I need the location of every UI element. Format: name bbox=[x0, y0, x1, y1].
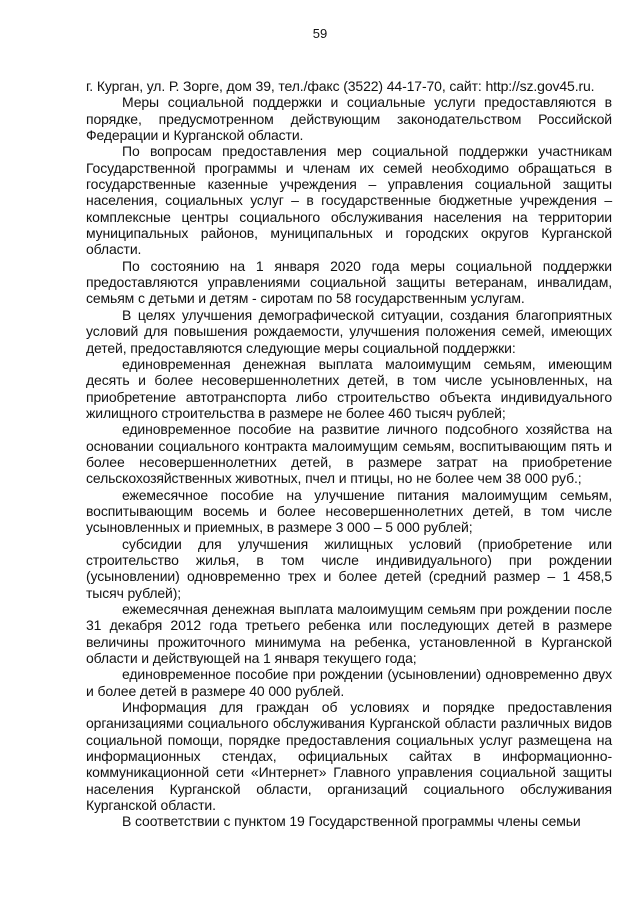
list-item-twins-allowance: единовременное пособие при рождении (усыновлении) одновременно двух и более детей в размере 40 000 рублей. bbox=[86, 666, 612, 699]
list-item-housing-subsidy: субсидии для улучшения жилищных условий (приобретение или строительство жилья, в том числе индивидуального) при рождении (усыновлении) одновременно трех и более детей (средний размер – 1 458,5 тысяч рублей); bbox=[86, 535, 612, 601]
list-item-nutrition-allowance: ежемесячное пособие на улучшение питания малоимущим семьям, воспитывающим восемь и более несовершеннолетних детей, в том числе усыновленных и приемных, в размере 3 000 – 5 000 рублей; bbox=[86, 486, 612, 536]
document-body bbox=[86, 78, 612, 830]
paragraph-services-count: По состоянию на 1 января 2020 года меры социальной поддержки предоставляются управлениями социальной защиты ветеранам, инвалидам, семьям с детьми и детям - сиротам по 58 государственным услугам. bbox=[86, 257, 612, 307]
paragraph-address: г. Курган, ул. Р. Зорге, дом 39, тел./факс (3522) 44-17-70, сайт: http://sz.gov45.ru. bbox=[86, 78, 595, 94]
list-item-third-child-payment: ежемесячная денежная выплата малоимущим семьям при рождении после 31 декабря 2012 года третьего ребенка или последующих детей в размере величины прожиточного минимума на ребенка, установленной в Курганской области и действующей на 1 января текущего года; bbox=[86, 601, 612, 667]
paragraph-information-sources: Информация для граждан об условиях и порядке предоставления организациями социального обслуживания Курганской области различных видов социальной помощи, порядке предоставления социальных услуг размещена на информационных стендах, официальных сайтах в информационно-коммуникационной сети «Интернет» Главного управления социальной защиты населения Курганской области, организаций социального обслуживания Курганской области. bbox=[86, 699, 612, 814]
list-item-farming-allowance: единовременное пособие на развитие личного подсобного хозяйства на основании социального контракта малоимущим семьям, воспитывающим пять и более несовершеннолетних детей, в размере затрат на приобретение сельскохозяйственных животных, пчел и птицы, но не более чем 38 000 руб.; bbox=[86, 421, 612, 487]
paragraph-where-to-apply: По вопросам предоставления мер социальной поддержки участникам Государственной программы и членам их семей необходимо обращаться в государственные казенные учреждения – управления социальной защиты населения, социальных услуг – в государственные бюджетные учреждения – комплексные центры социального обслуживания населения на территории муниципальных районов, муниципальных и городских округов Курганской области. bbox=[86, 143, 612, 258]
page-number: 59 bbox=[312, 26, 328, 41]
list-item-car-or-housing-payment: единовременная денежная выплата малоимущим семьям, имеющим десять и более несовершеннолетних детей, в том числе усыновленных, на приобретение автотранспорта либо строительство объекта индивидуального жилищного строительства в размере не более 460 тысяч рублей; bbox=[86, 355, 612, 421]
paragraph-demography-intro: В целях улучшения демографической ситуации, создания благоприятных условий для повышения рождаемости, улучшения положения семей, имеющих детей, предоставляются следующие меры социальной поддержки: bbox=[86, 306, 612, 356]
paragraph-program-clause: В соответствии с пунктом 19 Государственной программы члены семьи bbox=[122, 813, 581, 830]
paragraph-legal-basis: Меры социальной поддержки и социальные услуги предоставляются в порядке, предусмотренном действующим законодательством Российской Федерации и Курганской области. bbox=[86, 94, 612, 144]
